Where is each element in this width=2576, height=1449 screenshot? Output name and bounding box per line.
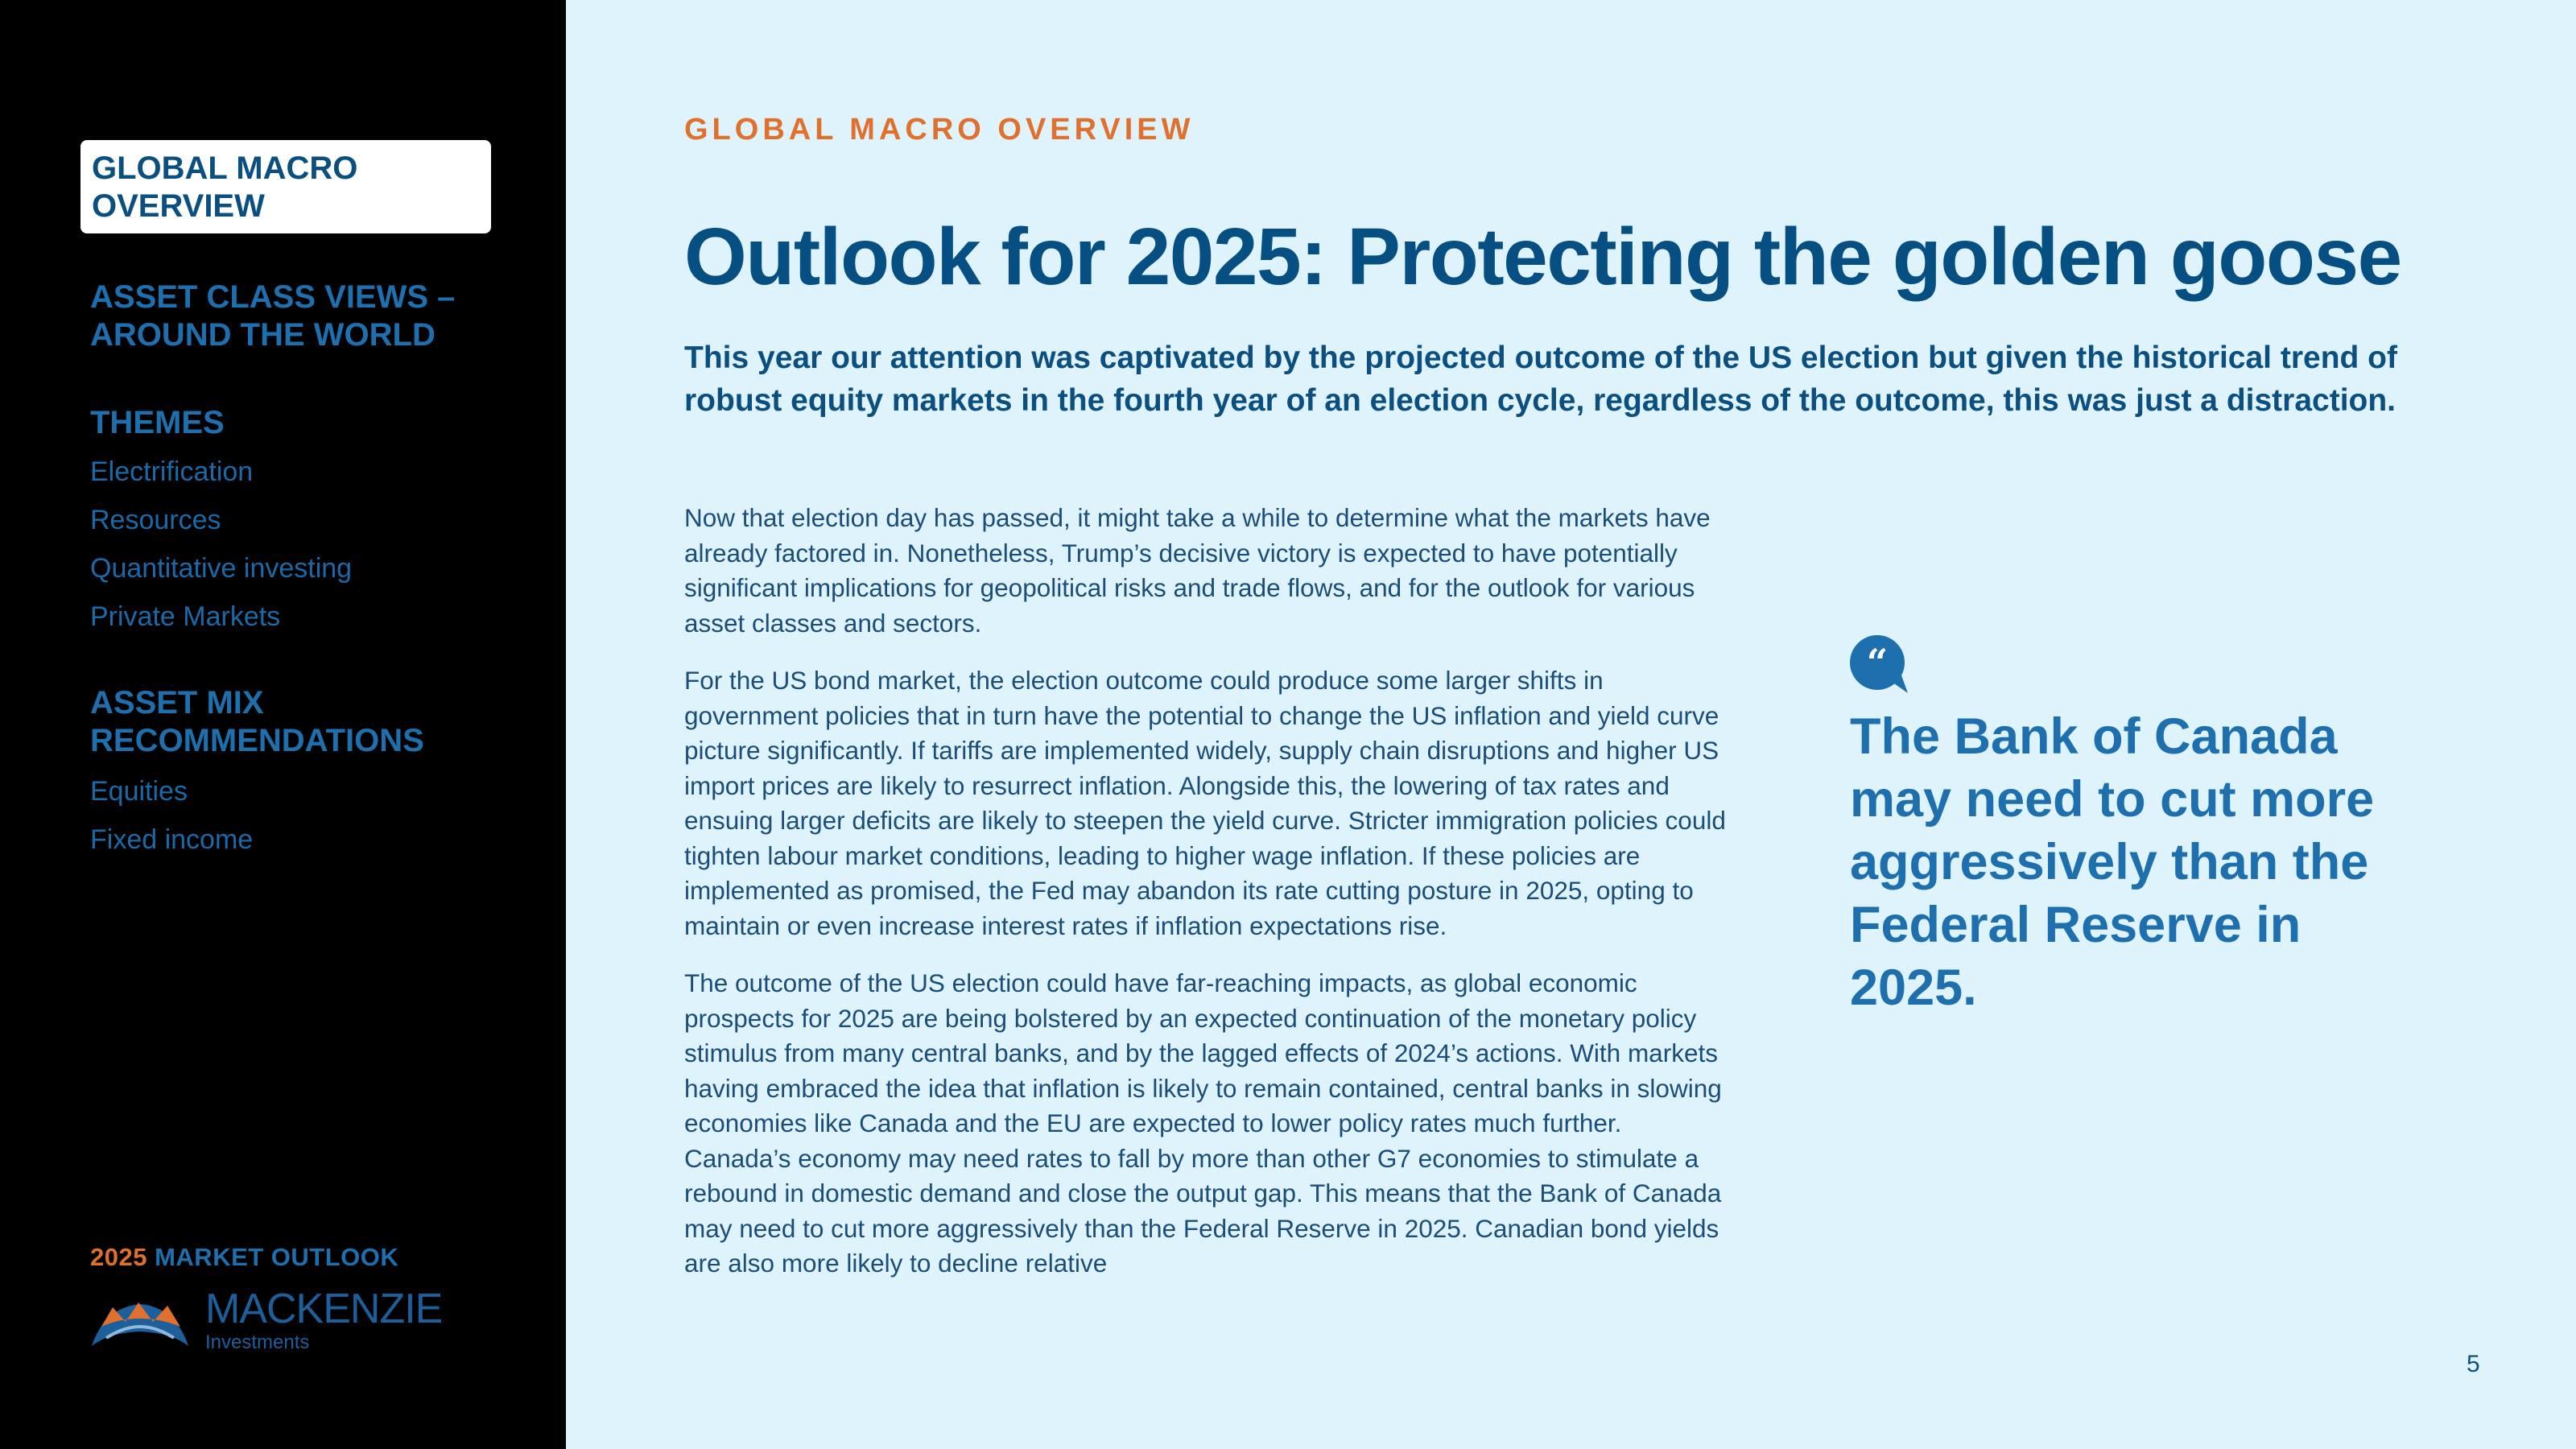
- body-paragraph-2: For the US bond market, the election outcome could produce some larger shifts in government policies that in turn have the potential to change the US inflation and yield curve picture significantly. If tariffs are implemented widely, supply chain disruptions and higher US import prices are likely to resurrect inflation. Alongside this, the lowering of tax rates and ensuing larger deficits are likely to steepen the yield curve. Stricter immigration policies could tighten labour market conditions, leading to higher wage inflation. If these policies are implemented as promised, the Fed may abandon its rate cutting posture in 2025, opting to maintain or even increase interest rates if inflation expectations rise.: [684, 666, 1726, 940]
- outlook-year: 2025: [90, 1243, 147, 1271]
- svg-text:“: “: [1866, 641, 1889, 684]
- nav-item-equities[interactable]: Equities: [90, 776, 188, 807]
- body-paragraph-3: The outcome of the US election could have far-reaching impacts, as global economic prospects for 2025 are being bolstered by an expected continuation of the monetary policy stimulus from many central banks, and by the lagged effects of 2024’s actions. With markets having embraced the idea that inflation is likely to remain contained, central banks in slowing economies like Canada and the EU are expected to lower policy rates much further. Canada’s economy may need rates to fall by more than other G7 economies to stimulate a rebound in domestic demand and close the output gap. This means that the Bank of Canada may need to cut more aggressively than the Federal Reserve in 2025. Canadian bond yields are also more likely to decline relative: [684, 968, 1722, 1278]
- body-text: [684, 501, 1731, 1304]
- body-paragraph-1: Now that election day has passed, it might take a while to determine what the markets have already factored in. Nonetheless, Trump’s decisive victory is expected to have potentially significant implications for geopolitical risks and trade flows, and for the outlook for various asset classes and sectors.: [684, 503, 1711, 638]
- nav-section-asset-class-views[interactable]: ASSET CLASS VIEWS – AROUND THE WORLD: [90, 279, 456, 353]
- mackenzie-logo-icon: [89, 1290, 193, 1354]
- nav-item-resources[interactable]: Resources: [90, 505, 221, 535]
- nav-item-electrification[interactable]: Electrification: [90, 456, 254, 487]
- mackenzie-logo: [89, 1285, 443, 1357]
- nav-item-private-markets[interactable]: Private Markets: [90, 601, 281, 632]
- nav-section-asset-mix-recommendations[interactable]: ASSET MIX RECOMMENDATIONS: [90, 685, 424, 758]
- pull-quote: The Bank of Canada may need to cut more aggressively than the Federal Reserve in 2025.: [1850, 708, 2375, 1016]
- logo-wordmark: MACKENZIE: [205, 1286, 443, 1332]
- page-number: 5: [2467, 1351, 2480, 1377]
- nav-item-fixed-income[interactable]: Fixed income: [90, 824, 254, 855]
- lead-paragraph: This year our attention was captivated by the projected outcome of the US election but given the historical trend of robust equity markets in the fourth year of an election cycle, regardless of the outcome, this was just a distraction.: [684, 341, 2397, 418]
- section-eyebrow: GLOBAL MACRO OVERVIEW: [684, 113, 1195, 147]
- market-outlook-label: [90, 1243, 398, 1272]
- nav-item-quantitative-investing[interactable]: Quantitative investing: [90, 553, 353, 584]
- outlook-text: MARKET OUTLOOK: [155, 1243, 399, 1271]
- page-title: Outlook for 2025: Protecting the golden goose: [684, 212, 2401, 302]
- logo-subtext: Investments: [205, 1331, 310, 1353]
- quote-bubble-icon: [1848, 634, 1909, 695]
- nav-item-global-macro-overview[interactable]: GLOBAL MACRO OVERVIEW: [80, 140, 491, 233]
- nav-section-themes[interactable]: THEMES: [90, 405, 225, 440]
- sidebar-nav: [0, 0, 566, 1449]
